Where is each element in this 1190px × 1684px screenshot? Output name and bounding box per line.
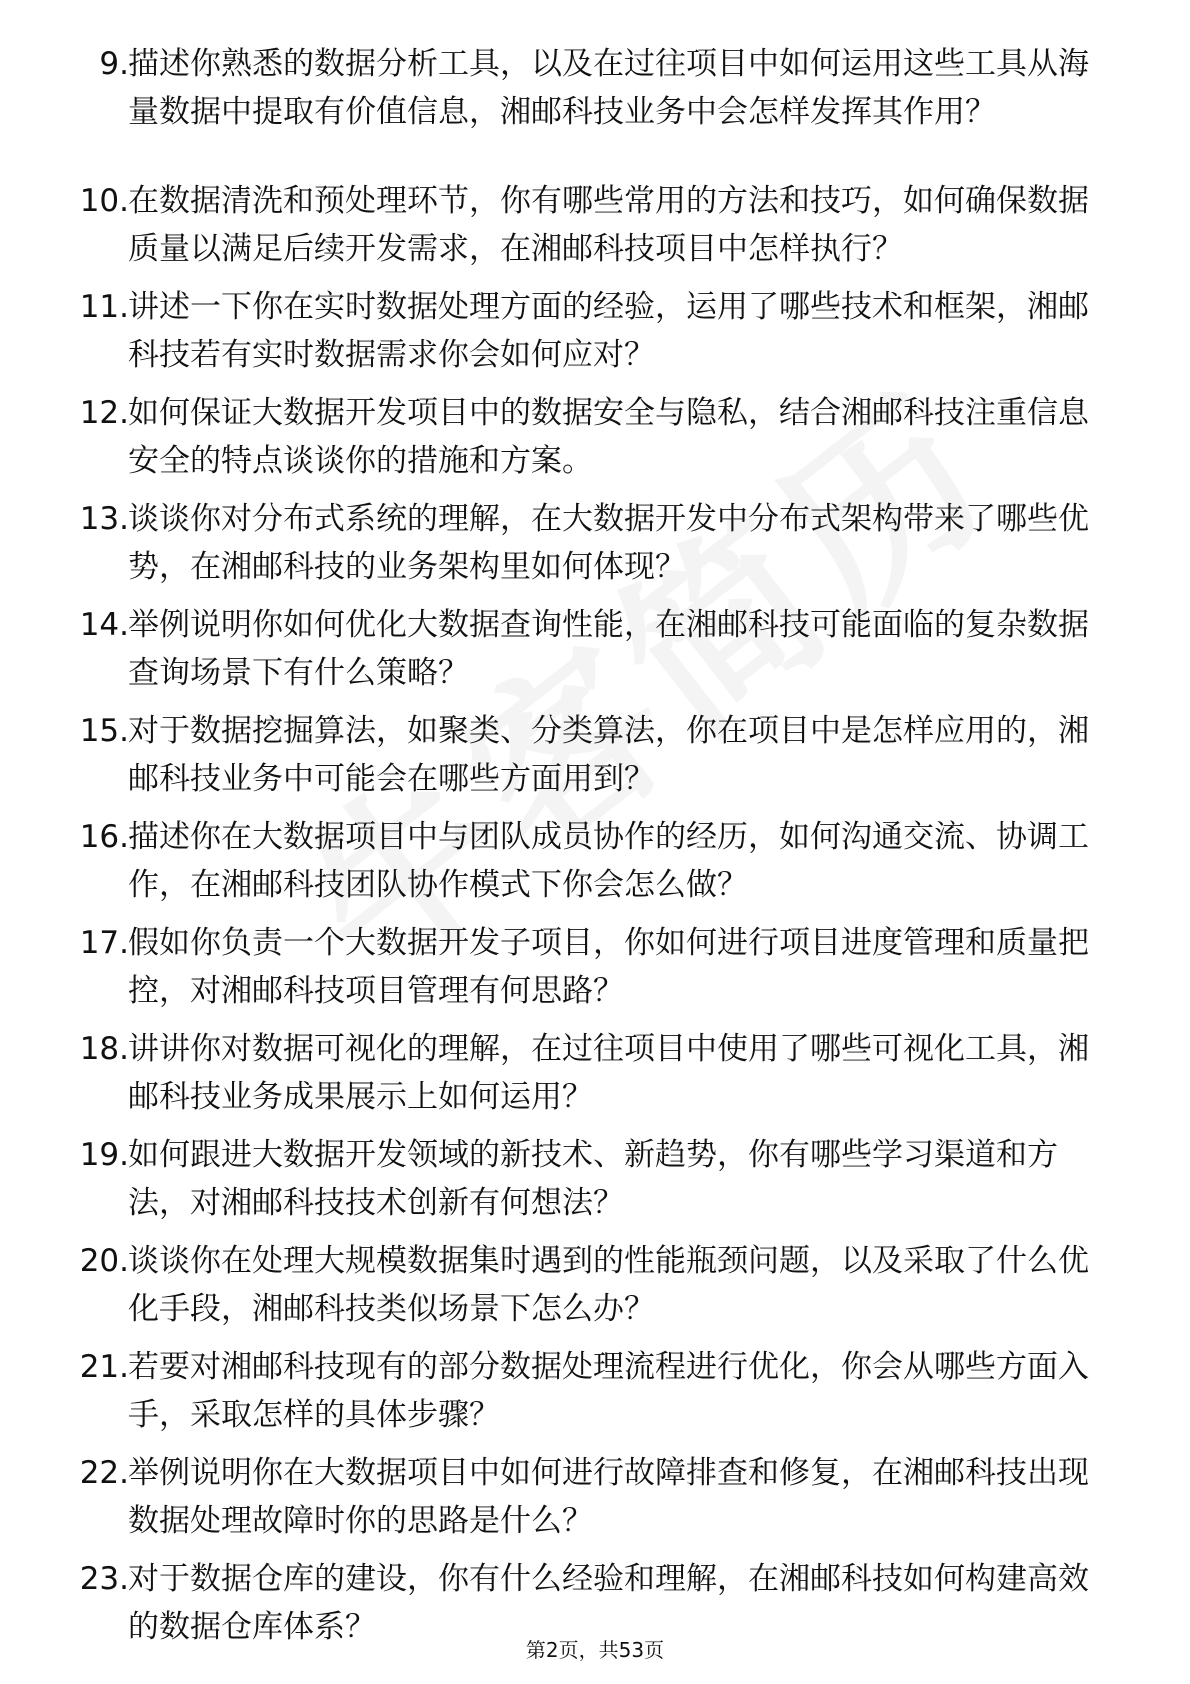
question-number: 17. [79, 924, 129, 961]
question-item [0, 813, 1190, 919]
question-text: 描述你在大数据项目中与团队成员协作的经历，如何沟通交流、协调工作，在湘邮科技团队协作模式下你会怎么做？ [128, 818, 1089, 903]
question-number: 20. [79, 1242, 129, 1279]
question-text: 举例说明你在大数据项目中如何进行故障排查和修复，在湘邮科技出现数据处理故障时你的思路是什么？ [128, 1454, 1089, 1539]
question-text: 如何跟进大数据开发领域的新技术、新趋势，你有哪些学习渠道和方法，对湘邮科技技术创新有何想法？ [128, 1136, 1058, 1221]
question-item [0, 1343, 1190, 1449]
question-item [0, 1237, 1190, 1343]
question-number: 21. [79, 1348, 129, 1385]
question-number: 11. [79, 288, 129, 325]
question-number: 19. [79, 1136, 129, 1173]
question-item [0, 177, 1190, 283]
question-text: 举例说明你如何优化大数据查询性能，在湘邮科技可能面临的复杂数据查询场景下有什么策略？ [128, 606, 1089, 691]
question-text: 谈谈你对分布式系统的理解，在大数据开发中分布式架构带来了哪些优势，在湘邮科技的业务架构里如何体现？ [128, 500, 1089, 585]
question-number: 16. [79, 818, 129, 855]
question-number: 12. [79, 394, 129, 431]
question-number: 15. [79, 712, 129, 749]
question-list [0, 40, 1190, 1661]
question-text: 讲讲你对数据可视化的理解，在过往项目中使用了哪些可视化工具，湘邮科技业务成果展示上如何运用？ [128, 1030, 1089, 1115]
question-item [0, 389, 1190, 495]
question-text: 描述你熟悉的数据分析工具，以及在过往项目中如何运用这些工具从海量数据中提取有价值信息，湘邮科技业务中会怎样发挥其作用？ [128, 46, 1089, 130]
question-number: 22. [79, 1454, 129, 1491]
question-number: 14. [79, 606, 129, 643]
question-number: 9. [99, 46, 129, 82]
question-item [0, 283, 1190, 389]
question-number: 18. [79, 1030, 129, 1067]
question-item [0, 601, 1190, 707]
question-text: 假如你负责一个大数据开发子项目，你如何进行项目进度管理和质量把控，对湘邮科技项目管理有何思路？ [128, 924, 1089, 1009]
question-text: 对于数据挖掘算法，如聚类、分类算法，你在项目中是怎样应用的，湘邮科技业务中可能会在哪些方面用到？ [128, 712, 1089, 797]
question-text: 讲述一下你在实时数据处理方面的经验，运用了哪些技术和框架，湘邮科技若有实时数据需求你会如何应对？ [128, 288, 1089, 373]
question-number: 10. [79, 182, 129, 219]
page-number: 第2页，共53页 [525, 1638, 665, 1662]
question-item [0, 1025, 1190, 1131]
question-item [0, 919, 1190, 1025]
question-item [0, 1449, 1190, 1555]
question-text: 对于数据仓库的建设，你有什么经验和理解，在湘邮科技如何构建高效的数据仓库体系？ [128, 1560, 1089, 1645]
question-number: 23. [79, 1560, 129, 1597]
question-text: 如何保证大数据开发项目中的数据安全与隐私，结合湘邮科技注重信息安全的特点谈谈你的措施和方案。 [128, 394, 1089, 479]
question-number: 13. [79, 500, 129, 537]
question-item [0, 1131, 1190, 1237]
question-text: 若要对湘邮科技现有的部分数据处理流程进行优化，你会从哪些方面入手，采取怎样的具体步骤？ [128, 1348, 1089, 1433]
question-item [0, 707, 1190, 813]
question-text: 在数据清洗和预处理环节，你有哪些常用的方法和技巧，如何确保数据质量以满足后续开发需求，在湘邮科技项目中怎样执行？ [128, 182, 1089, 267]
question-text: 谈谈你在处理大规模数据集时遇到的性能瓶颈问题，以及采取了什么优化手段，湘邮科技类似场景下怎么办？ [128, 1242, 1089, 1327]
question-item [0, 40, 1190, 145]
question-item [0, 495, 1190, 601]
